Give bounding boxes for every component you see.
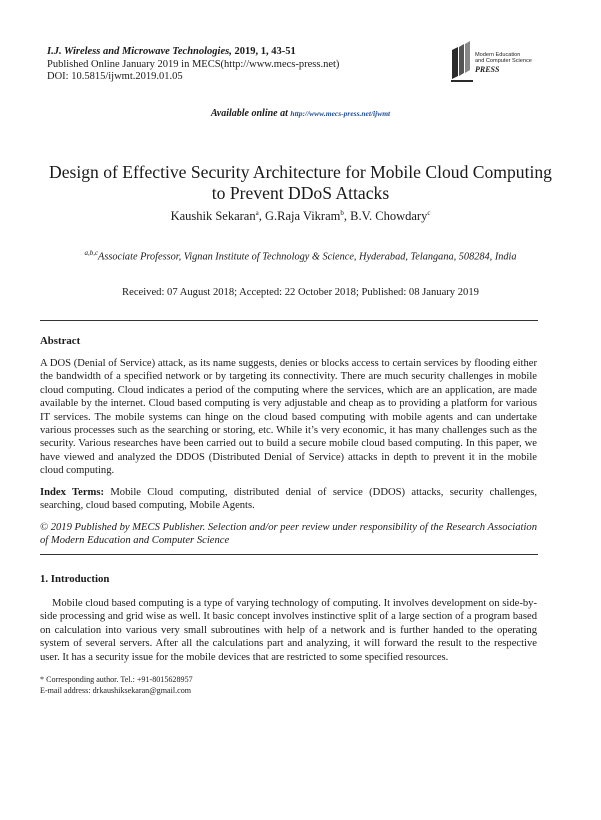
journal-title: I.J. Wireless and Microwave Technologies,: [47, 46, 232, 57]
footnote: [40, 675, 193, 697]
author-name: G.Raja Vikram: [264, 209, 341, 224]
author-affiliation-marker: b: [340, 209, 344, 217]
index-terms-text: Mobile Cloud computing, distributed denial of service (DDOS) attacks, security challenges, searching, cloud based computing, Mobile Agents.: [40, 487, 538, 512]
journal-header: [47, 46, 339, 84]
index-terms-label: Index Terms:: [40, 487, 105, 498]
author-affiliation-marker: c: [427, 209, 431, 217]
divider-top: [40, 320, 538, 321]
published-online-line: Published Online January 2019 in MECS(http://www.mecs-press.net): [47, 58, 340, 70]
email-address: E-mail address: drkaushiksekaran@gmail.com: [40, 685, 192, 695]
paper-title: Design of Effective Security Architecture for Mobile Cloud Computing to Prevent DDoS Attacks: [49, 162, 552, 203]
author-affiliation-marker: a: [255, 209, 259, 217]
introduction-heading: 1. Introduction: [40, 573, 110, 585]
abstract-heading: Abstract: [40, 335, 81, 347]
introduction-body: Mobile cloud based computing is a type of varying technology of computing. It involves development on side-by-side processing and grid wise as well. It basic concept involves instinctive split of a large section of a program based on calculation into various very small subroutines with help of a network and is further handed to the operating system of several servers. After all the calculations part and analyzing, it will forward the result to the respective user. It has a security issue for the mobile devices that are restricted to some specified resources.: [40, 598, 537, 663]
divider-bottom: [40, 554, 538, 555]
journal-url-link[interactable]: http://www.mecs-press.net/ijwmt: [290, 109, 391, 118]
journal-citation-line: [47, 46, 339, 59]
author-separator: ,: [258, 209, 265, 224]
logo-press: PRESS: [475, 64, 500, 74]
index-terms: [40, 486, 537, 513]
affiliation: [0, 249, 601, 262]
abstract-body: A DOS (Denial of Service) attack, as its name suggests, denies or blocks access to certain services by flooding either the bandwidth of a specified network or by targeting its connectivity. There are much security challenges in mobile cloud computing. Cloud indicates a period of the computing where the services, which are an application, are made available by the internet. Cloud based computing is very adjustable and cheap as to providing a platform for various IT services. The mobile systems can hinge on the cloud based computing with mobile agents and can undertake various processes such as the searching or storing, etc. While it’s very economic, it has many challenges such as the security. Various researches have been carried out to build a secure mobile cloud based computing. In this paper, we have viewed and analyzed the DDOS (Distributed Denial of Service) attacks in depth to prevent it in the mobile cloud computing.: [40, 358, 537, 477]
publisher-logo: [449, 40, 549, 86]
corresponding-author-note: * Corresponding author. Tel.: +91-8015628957: [40, 675, 193, 684]
availability-label: Available online at: [210, 108, 291, 119]
journal-volume: 2019, 1, 43-51: [231, 46, 296, 57]
copyright-notice: © 2019 Published by MECS Publisher. Selection and/or peer review under responsibility of the Research Association of Modern Education and Computer Science: [40, 522, 537, 547]
availability-line: [0, 108, 601, 119]
author-name: B.V. Chowdary: [350, 209, 428, 224]
publication-dates: Received: 07 August 2018; Accepted: 22 October 2018; Published: 08 January 2019: [122, 287, 479, 298]
author-name: Kaushik Sekaran: [170, 209, 256, 224]
author-separator: ,: [343, 209, 351, 224]
affiliation-markers: a,b,c: [84, 249, 99, 257]
logo-line-2: and Computer Science: [475, 58, 532, 65]
author-list: [0, 209, 601, 224]
logo-line-1: Modern Education: [475, 52, 521, 58]
affiliation-text: Associate Professor, Vignan Institute of Technology & Science, Hyderabad, Telangana, 508284, India: [98, 251, 517, 263]
doi-line: DOI: 10.5815/ijwmt.2019.01.05: [47, 71, 183, 82]
